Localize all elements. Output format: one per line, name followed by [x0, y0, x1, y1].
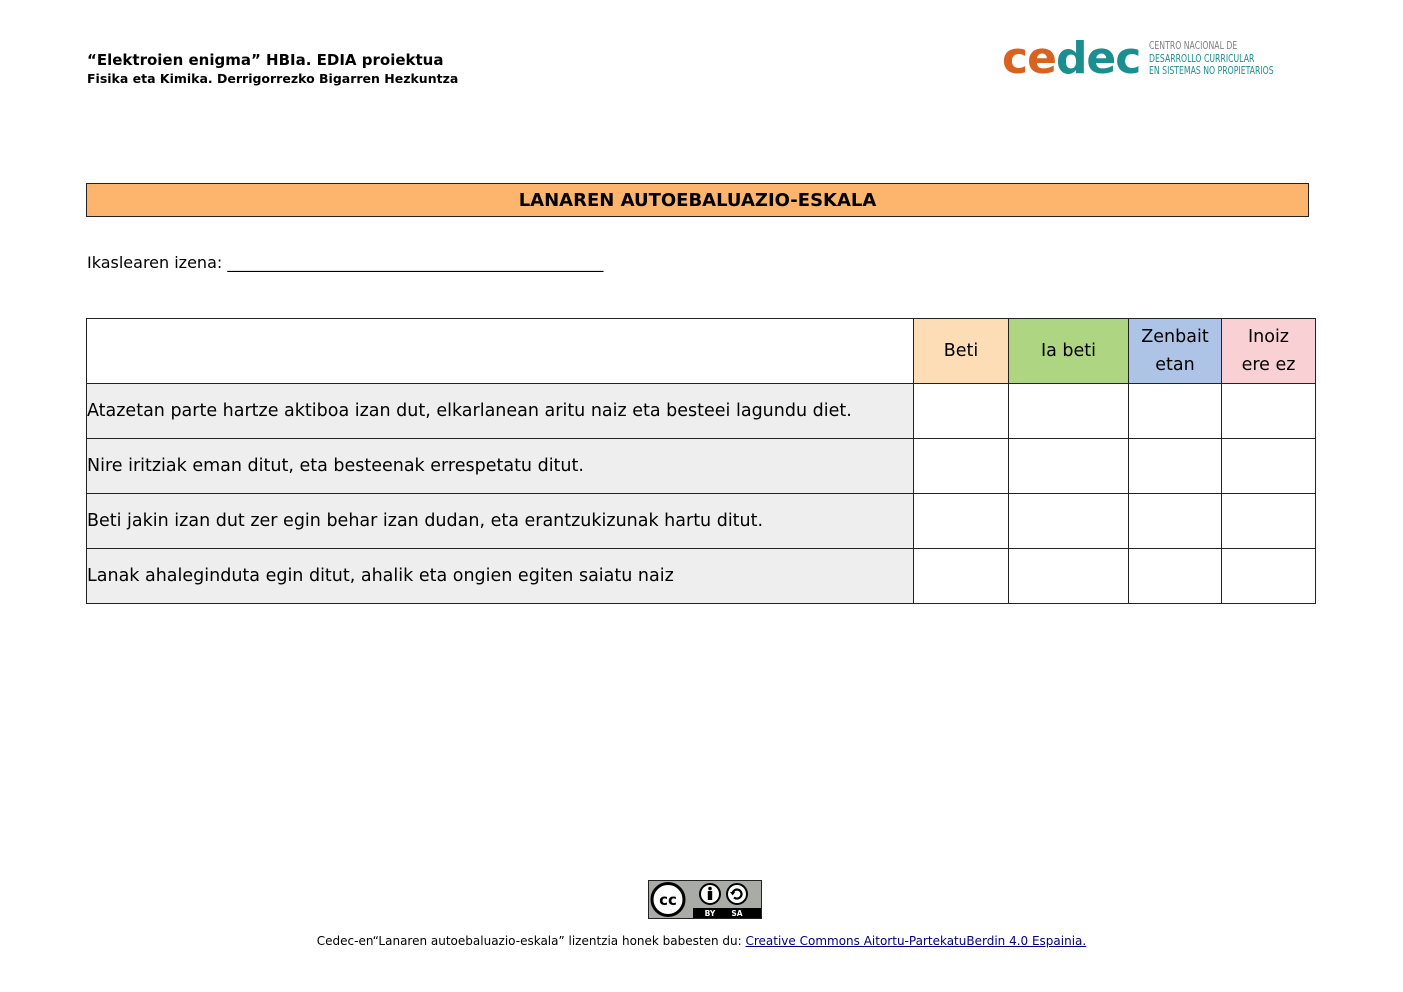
answer-cell-inoiz-ere-ez[interactable] [1222, 439, 1316, 494]
cc-by-sa-icon [649, 881, 761, 918]
answer-cell-ia-beti[interactable] [1009, 384, 1129, 439]
answer-cell-inoiz-ere-ez[interactable] [1222, 494, 1316, 549]
logo-tagline [1149, 40, 1274, 78]
statement-cell: Atazetan parte hartze aktiboa izan dut, elkarlanean aritu naiz eta besteei lagundu diet. [87, 384, 914, 439]
project-title: “Elektroien enigma” HBIa. EDIA proiektua [87, 51, 444, 69]
table-header-row [87, 319, 1316, 384]
document-header [87, 50, 458, 88]
student-name-field: Ikaslearen izena: _______________________________________________ [87, 253, 604, 272]
scale-title: LANAREN AUTOEBALUAZIO-ESKALA [86, 183, 1309, 217]
answer-cell-beti[interactable] [914, 384, 1009, 439]
answer-cell-ia-beti[interactable] [1009, 439, 1129, 494]
logo-line-1: CENTRO NACIONAL DE [1149, 40, 1238, 53]
answer-cell-inoiz-ere-ez[interactable] [1222, 549, 1316, 604]
answer-cell-beti[interactable] [914, 439, 1009, 494]
logo-line-2: DESARROLLO CURRICULAR [1149, 52, 1255, 65]
license-link[interactable]: Creative Commons Aitortu-PartekatuBerdin 4.0 Espainia. [745, 934, 1087, 948]
answer-cell-beti[interactable] [914, 494, 1009, 549]
table-row [87, 384, 1316, 439]
table-row [87, 549, 1316, 604]
license-footer [0, 934, 1403, 948]
column-header-inoiz-ere-ez: Inoiz ere ez [1222, 319, 1316, 384]
table-row [87, 439, 1316, 494]
statement-cell: Nire iritziak eman ditut, eta besteenak errespetatu ditut. [87, 439, 914, 494]
column-header-beti: Beti [914, 319, 1009, 384]
self-assessment-table [86, 318, 1316, 604]
statement-cell: Beti jakin izan dut zer egin behar izan dudan, eta erantzukizunak hartu ditut. [87, 494, 914, 549]
svg-text:BY: BY [704, 909, 716, 918]
svg-text:SA: SA [731, 909, 743, 918]
svg-text:cc: cc [659, 891, 677, 909]
course-subtitle: Fisika eta Kimika. Derrigorrezko Bigarren Hezkuntza [87, 71, 459, 86]
header-empty-cell [87, 319, 914, 384]
answer-cell-inoiz-ere-ez[interactable] [1222, 384, 1316, 439]
logo-word-dec: dec [1055, 33, 1141, 84]
answer-cell-beti[interactable] [914, 549, 1009, 604]
answer-cell-zenbait-etan[interactable] [1129, 549, 1222, 604]
cc-license-badge [648, 880, 762, 919]
logo-line-3: EN SISTEMAS NO PROPIETARIOS [1149, 65, 1274, 78]
answer-cell-zenbait-etan[interactable] [1129, 384, 1222, 439]
answer-cell-zenbait-etan[interactable] [1129, 439, 1222, 494]
statement-cell: Lanak ahaleginduta egin ditut, ahalik eta ongien egiten saiatu naiz [87, 549, 914, 604]
answer-cell-ia-beti[interactable] [1009, 549, 1129, 604]
license-text: Cedec-en“Lanaren autoebaluazio-eskala” lizentzia honek babesten du: [316, 934, 746, 948]
logo-word-ce: ce [1002, 33, 1056, 84]
table-row [87, 494, 1316, 549]
column-header-zenbait-etan: Zenbait etan [1129, 319, 1222, 384]
column-header-ia-beti: Ia beti [1009, 319, 1129, 384]
answer-cell-ia-beti[interactable] [1009, 494, 1129, 549]
cedec-logo [1002, 34, 1301, 84]
answer-cell-zenbait-etan[interactable] [1129, 494, 1222, 549]
